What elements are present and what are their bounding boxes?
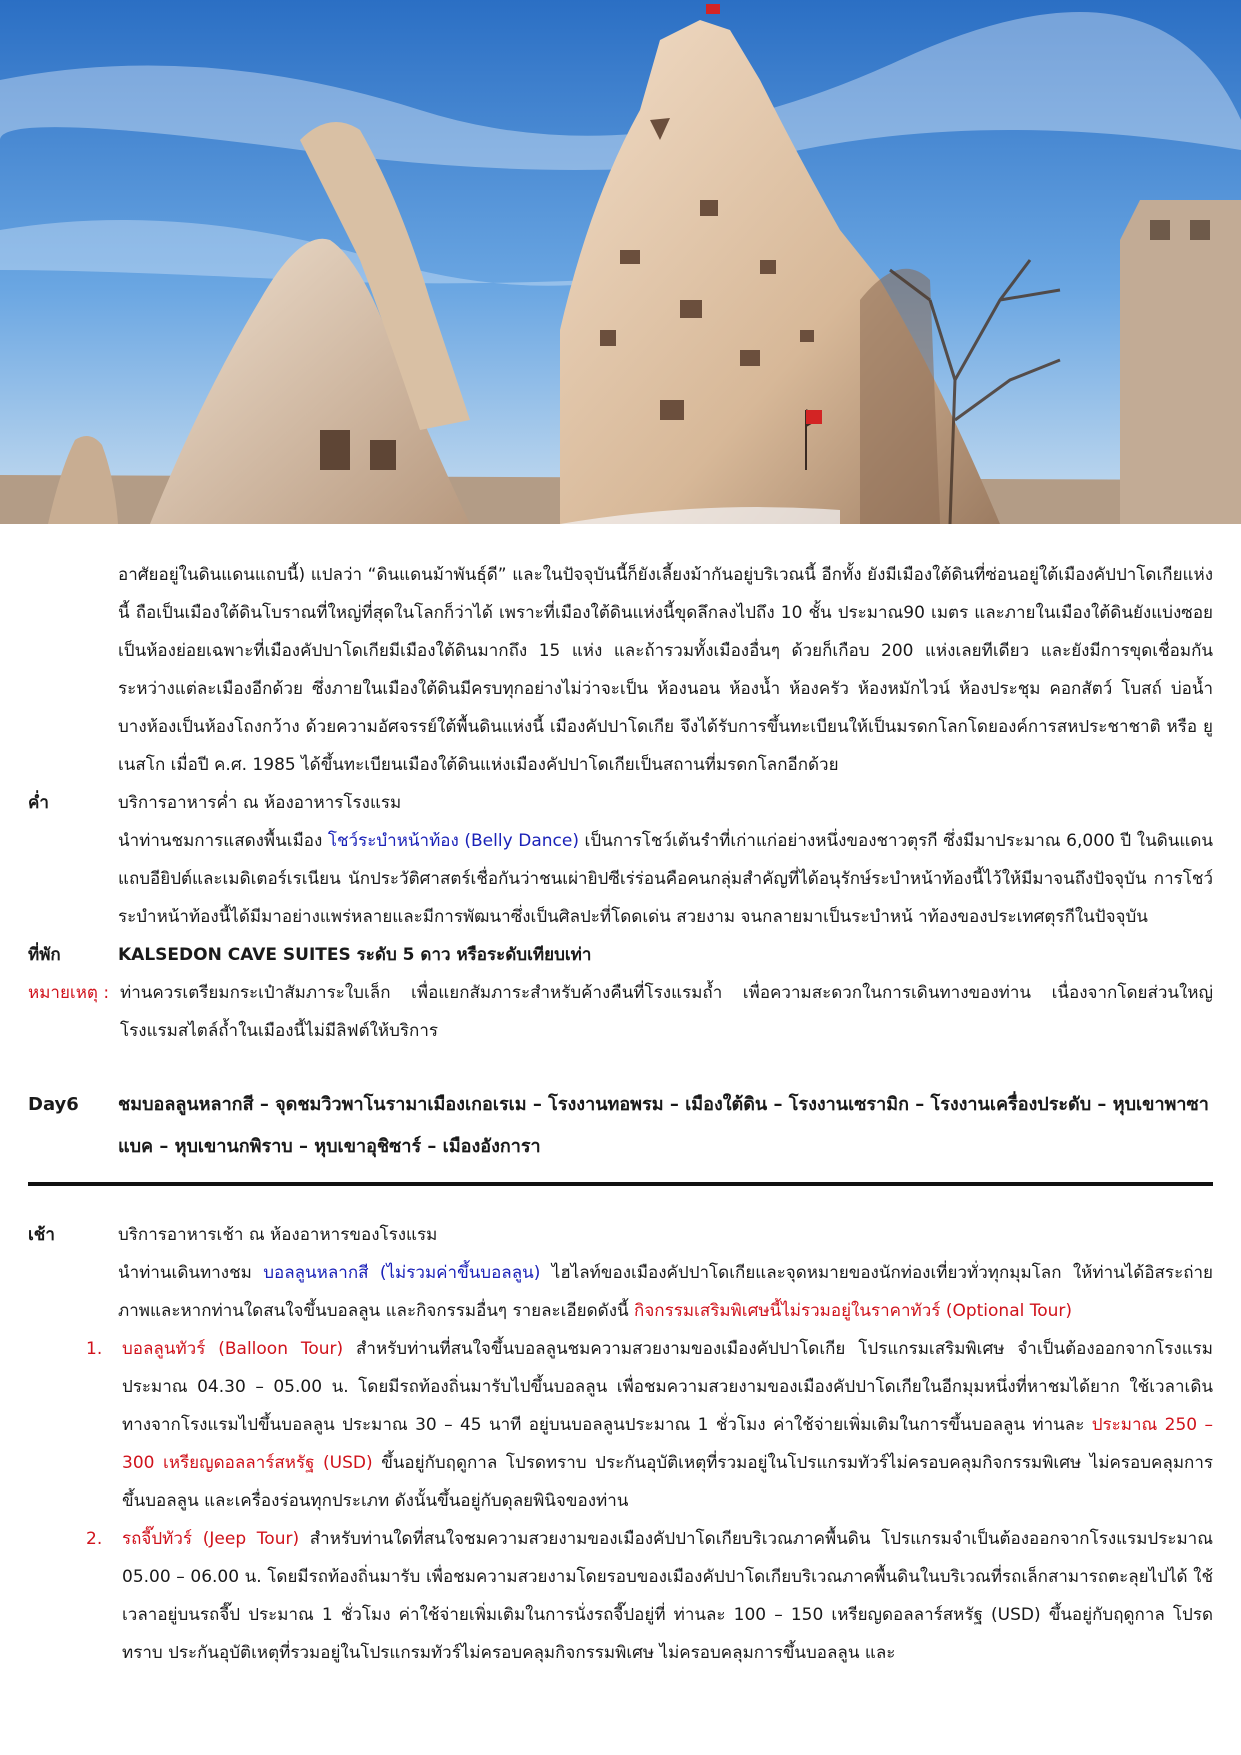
- breakfast-row: [28, 1216, 1213, 1330]
- show-pre: นำท่านชมการแสดงพื้นเมือง: [118, 831, 328, 851]
- jeep-tour-desc: สำหรับท่านใดที่สนใจชมความสวยงามของเมืองคัปปาโดเกียบริเวณภาคพื้นดิน โปรแกรมจำเป็นต้องออกจากโรงแรมประมาณ 05.00 – 06.00 น. โดยมีรถท้องถิ่นมารับ เพื่อชมความสวยงามโดยรอบของเมืองคัปปาโดเกียบริเวณภาคพื้นดินในบริเวณที่รถเล็กสามารถตะลุยไปได้ ใช้เวลาอยู่บนรถจี๊ป ประมาณ 1 ชั่วโมง ค่าใช้จ่ายเพิ่มเติมในการนั่งรถจี๊ปอยู่ที่ ท่านละ 100 – 150 เหรียญดอลลาร์สหรัฐ (USD) ขึ้นอยู่กับฤดูกาล โปรดทราบ ประกันอุบัติเหตุที่รวมอยู่ในโปรแกรมทัวร์ไม่ครอบคลุมกิจกรรมพิเศษ ไม่ครอบคลุมการขึ้นบอลลูน และ: [122, 1529, 1214, 1663]
- jeep-tour-text: [122, 1520, 1213, 1672]
- list-item: [86, 1520, 1213, 1672]
- tour-mid: ไฮไลท์ของเมืองคัปปาโดเกียและจุดหมายของนักท่องเที่ยวทั่วทุกมุมโลก ให้ท่านได้อิสระถ่ายภาพและหากท่านใดสนใจขึ้นบอลลูน และกิจกรรมอื่นๆ รายละเอียดดังนี้: [118, 1263, 1213, 1321]
- day6-label: Day6: [28, 1094, 79, 1115]
- note-label: หมายเหตุ :: [28, 983, 110, 1003]
- show-highlight: โชว์ระบำหน้าท้อง (Belly Dance): [327, 831, 579, 851]
- balloon-tour-title: บอลลูนทัวร์ (Balloon Tour): [122, 1339, 344, 1359]
- breakfast-meal: บริการอาหารเช้า ณ ห้องอาหารของโรงแรม: [118, 1225, 438, 1245]
- intro-paragraph: อาศัยอยู่ในดินแดนแถบนี้) แปลว่า “ดินแดนม้าพันธุ์ดี” และในปัจจุบันนี้ก็ยังเลี้ยงม้ากันอยู่บริเวณนี้ อีกทั้ง ยังมีเมืองใต้ดินที่ซ่อนอยู่ใต้เมืองคัปปาโดเกียแห่งนี้ ถือเป็นเมืองใต้ดินโบราณที่ใหญ่ที่สุดในโลกก็ว่าได้ เพราะที่เมืองใต้ดินแห่งนี้ขุดลึกลงไปถึง 10 ชั้น ประมาณ90 เมตร และภายในเมืองใต้ดินยังแบ่งซอยเป็นห้องย่อยเฉพาะที่เมืองคัปปาโดเกียมีเมืองใต้ดินมากถึง 15 แห่ง และถ้ารวมทั้งเมืองอื่นๆ ด้วยก็เกือบ 200 แห่งเลยทีเดียว และยังมีการขุดเชื่อมกันระหว่างแต่ละเมืองอีกด้วย ซึ่งภายในเมืองใต้ดินมีครบทุกอย่างไม่ว่าจะเป็น ห้องนอน ห้องน้ำ ห้องครัว ห้องหมักไวน์ ห้องประชุม คอกสัตว์ โบสถ์ บ่อน้ำ บางห้องเป็นห้องโถงกว้าง ด้วยความอัศจรรย์ใต้พื้นดินแห่งนี้ เมืองคัปปาโดเกีย จึงได้รับการขึ้นทะเบียนให้เป็นมรดกโลกโดยองค์การสหประชาชาติ หรือ ยูเนสโก เมื่อปี ค.ศ. 1985 ได้ขึ้นทะเบียนเมืองใต้ดินแห่งเมืองคัปปาโดเกียเป็นสถานที่มรดกโลกอีกด้วย: [118, 565, 1213, 775]
- note-row: [28, 974, 1213, 1050]
- breakfast-body: [118, 1216, 1213, 1330]
- section-divider: [28, 1182, 1213, 1186]
- cappadocia-rock-illustration: [0, 0, 1241, 524]
- note-text: ท่านควรเตรียมกระเป๋าสัมภาระใบเล็ก เพื่อแยกสัมภาระสำหรับค้างคืนที่โรงแรมถ้ำ เพื่อความสะดวกในการเดินทางของท่าน เนื่องจากโดยส่วนใหญ่โรงแรมสไตล์ถ้ำในเมืองนี้ไม่มีลิฟต์ให้บริการ: [120, 983, 1213, 1041]
- balloon-tour-text: [122, 1330, 1213, 1520]
- dinner-body: [118, 784, 1213, 936]
- list-number: 1.: [86, 1339, 103, 1359]
- dinner-meal: บริการอาหารค่ำ ณ ห้องอาหารโรงแรม: [118, 793, 402, 813]
- show-post: เป็นการโชว์เต้นรำที่เก่าแก่อย่างหนึ่งของชาวตุรกี ซึ่งมีมาประมาณ 6,000 ปี ในดินแดนแถบอียิปต์และเมดิเตอร์เรเนียน นักประวัติศาสตร์เชื่อกันว่าชนเผ่ายิปซีเร่ร่อนคือคนกลุ่มสำคัญที่ได้อนุรักษ์ระบำหน้าท้องนี้ไว้ให้มีมาจนถึงปัจจุบัน การโชว์ระบำหน้าท้องนี้ได้มีมาอย่างแพร่หลายและมีการพัฒนาซึ่งเป็นศิลปะที่โดดเด่น สวยงาม จนกลายมาเป็นระบำหน้ าท้องของประเทศตุรกีในปัจจุบัน: [118, 831, 1213, 927]
- day6-title: ชมบอลลูนหลากสี – จุดชมวิวพาโนรามาเมืองเกอเรเม – โรงงานทอพรม – เมืองใต้ดิน – โรงงานเซรามิก – โรงงานเครื่องประดับ – หุบเขาพาซาแบค – หุบเขานกพิราบ – หุบเขาอุชิซาร์ – เมืองอังการา: [118, 1094, 1209, 1157]
- hotel-label: ที่พัก: [28, 945, 61, 965]
- breakfast-label: เช้า: [28, 1225, 55, 1245]
- tour-highlight: บอลลูนหลากสี (ไม่รวมค่าขึ้นบอลลูน): [263, 1263, 541, 1283]
- dinner-label: ค่ำ: [28, 793, 49, 813]
- hero-image-cappadocia: [0, 0, 1241, 524]
- balloon-intro-paragraph: [118, 1254, 1213, 1330]
- dinner-row: [28, 784, 1213, 936]
- balloon-tour-desc: สำหรับท่านที่สนใจขึ้นบอลลูนชมความสวยงามของเมืองคัปปาโดเกีย โปรแกรมเสริมพิเศษ จำเป็นต้องออกจากโรงแรมประมาณ 04.30 – 05.00 น. โดยมีรถท้องถิ่นมารับไปขึ้นบอลลูน เพื่อชมความสวยงามของเมืองคัปปาโดเกียในอีกมุมหนึ่งที่หาชมได้ยาก ใช้เวลาเดินทางจากโรงแรมไปขึ้นบอลลูน ประมาณ 30 – 45 นาที อยู่บนบอลลูนประมาณ 1 ชั่วโมง ค่าใช้จ่ายเพิ่มเติมในการขึ้นบอลลูน ท่านละ: [122, 1339, 1213, 1435]
- hotel-name: KALSEDON CAVE SUITES ระดับ 5 ดาว หรือระดับเทียบเท่า: [118, 945, 592, 965]
- balloon-tour-price: ประมาณ 250 – 300 เหรียญดอลลาร์สหรัฐ (USD): [122, 1415, 1213, 1473]
- optional-tour-list: [86, 1330, 1213, 1672]
- hotel-row: [28, 936, 1213, 974]
- itinerary-content: [28, 556, 1213, 1672]
- optional-tour-note: กิจกรรมเสริมพิเศษนี้ไม่รวมอยู่ในราคาทัวร์ (Optional Tour): [634, 1301, 1073, 1321]
- tour-pre: นำท่านเดินทางชม: [118, 1263, 264, 1283]
- day6-header: [28, 1084, 1213, 1168]
- balloon-tour-desc-end: ขึ้นอยู่กับฤดูกาล โปรดทราบ ประกันอุบัติเหตุที่รวมอยู่ในโปรแกรมทัวร์ไม่ครอบคลุมกิจกรรมพิเศษ ไม่ครอบคลุมการขึ้นบอลลูน และเครื่องร่อนทุกประเภท ดังนั้นขึ้นอยู่กับดุลยพินิจของท่าน: [122, 1453, 1214, 1511]
- jeep-tour-title: รถจี๊ปทัวร์ (Jeep Tour): [122, 1529, 300, 1549]
- belly-dance-paragraph: [118, 822, 1213, 936]
- list-number: 2.: [86, 1529, 103, 1549]
- list-item: [86, 1330, 1213, 1520]
